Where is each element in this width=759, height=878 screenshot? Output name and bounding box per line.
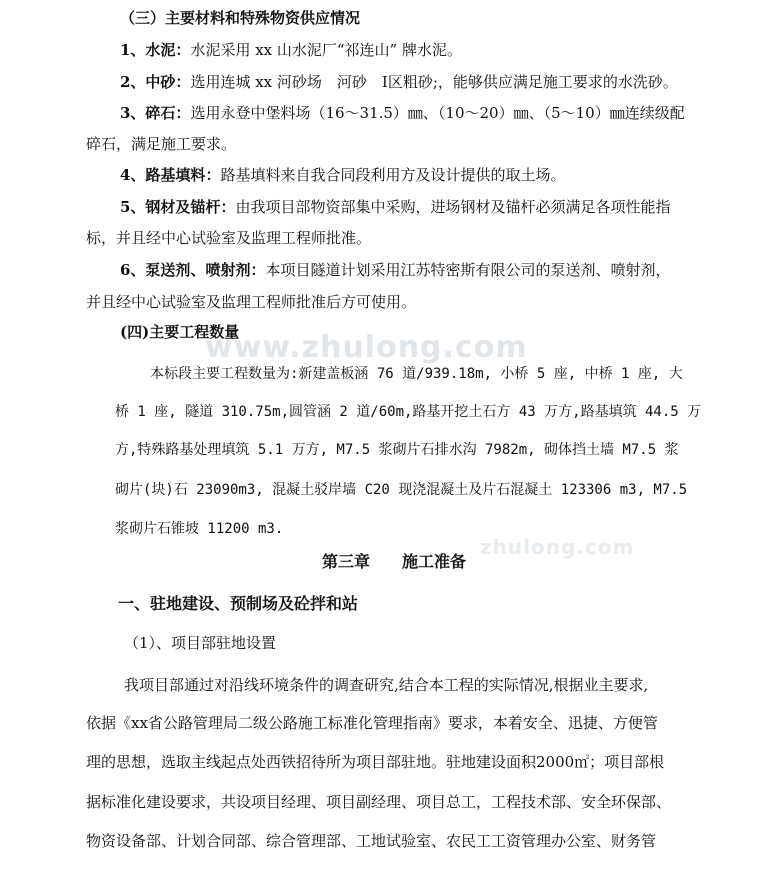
paragraph-line: 据标准化建设要求，共设项目经理、项目副经理、项目总工，工程技术部、安全环保部、 <box>86 793 672 811</box>
section-heading-materials: （三）主要材料和特殊物资供应情况 <box>120 9 361 27</box>
subsection-title: （1）、项目部驻地设置 <box>124 634 277 652</box>
paragraph-line: 依据《xx省公路管理局二级公路施工标准化管理指南》要求，本着安全、迅捷、方便管 <box>86 714 658 732</box>
item-label: 6、泵送剂、喷射剂： <box>120 261 266 279</box>
item-label: 1、水泥： <box>120 41 191 59</box>
item-text-continuation: 并且经中心试验室及监理工程师批准后方可使用。 <box>86 293 417 311</box>
section-heading-quantities: (四)主要工程数量 <box>120 323 240 341</box>
item-label: 5、钢材及锚杆： <box>120 198 236 216</box>
paragraph-line: 物资设备部、计划合同部、综合管理部、工地试验室、农民工工资管理办公室、财务管 <box>86 832 657 850</box>
item-text: 选用永登中堡料场（16～31.5）㎜、（10～20）㎜、（5～10）㎜连续级配 <box>190 104 685 122</box>
watermark: zhulong.com <box>480 535 635 559</box>
list-item <box>120 40 462 60</box>
list-item <box>120 72 678 92</box>
item-text: 选用连城 xx 河砂场 河砂 Ⅰ区粗砂;，能够供应满足施工要求的水洗砂。 <box>190 73 678 91</box>
list-item <box>120 103 685 123</box>
item-text-continuation: 标，并且经中心试验室及监理工程师批准。 <box>86 229 372 247</box>
list-item <box>120 197 670 217</box>
subheading-camp-construction: 一、驻地建设、预制场及砼拌和站 <box>118 594 359 613</box>
item-text: 由我项目部物资部集中采购，进场钢材及锚杆必须满足各项性能指 <box>235 198 671 216</box>
quantities-line: 方,特殊路基处理填筑 5.1 万方, M7.5 浆砌片石排水沟 7982m, 砌体挡土墙 M7.5 浆 <box>115 442 679 458</box>
chapter-title: 第三章 施工准备 <box>322 552 467 571</box>
paragraph-line: 理的思想，选取主线起点处西铁招待所为项目部驻地。驻地建设面积2000㎡；项目部根 <box>86 753 665 771</box>
quantities-line: 桥 1 座, 隧道 310.75m,圆管涵 2 道/60m,路基开挖土石方 43 万方,路基填筑 44.5 万 <box>115 404 702 420</box>
quantities-line: 砌片(块)石 23090m3, 混凝土驳岸墙 C20 现浇混凝土及片石混凝土 123306 m3, M7.5 <box>115 482 688 498</box>
item-text: 水泥采用 xx 山水泥厂“祁连山” 牌水泥。 <box>190 41 462 59</box>
item-text-continuation: 碎石，满足施工要求。 <box>86 135 237 153</box>
list-item <box>120 260 670 280</box>
item-label: 3、碎石： <box>120 104 191 122</box>
item-text: 路基填料来自我合同段利用方及设计提供的取土场。 <box>220 166 566 184</box>
quantities-line: 本标段主要工程数量为:新建盖板涵 76 道/939.18m, 小桥 5 座, 中桥 1 座, 大 <box>150 366 683 382</box>
item-label: 2、中砂： <box>120 73 191 91</box>
item-text: 本项目隧道计划采用江苏特密斯有限公司的泵送剂、喷射剂， <box>265 261 671 279</box>
list-item <box>120 165 565 185</box>
quantities-line: 浆砌片石锥坡 11200 m3. <box>115 521 284 537</box>
paragraph-line: 我项目部通过对沿线环境条件的调查研究,结合本工程的实际情况,根据业主要求, <box>124 676 649 694</box>
item-label: 4、路基填料： <box>120 166 221 184</box>
watermark: www.zhulong.com <box>205 330 528 365</box>
